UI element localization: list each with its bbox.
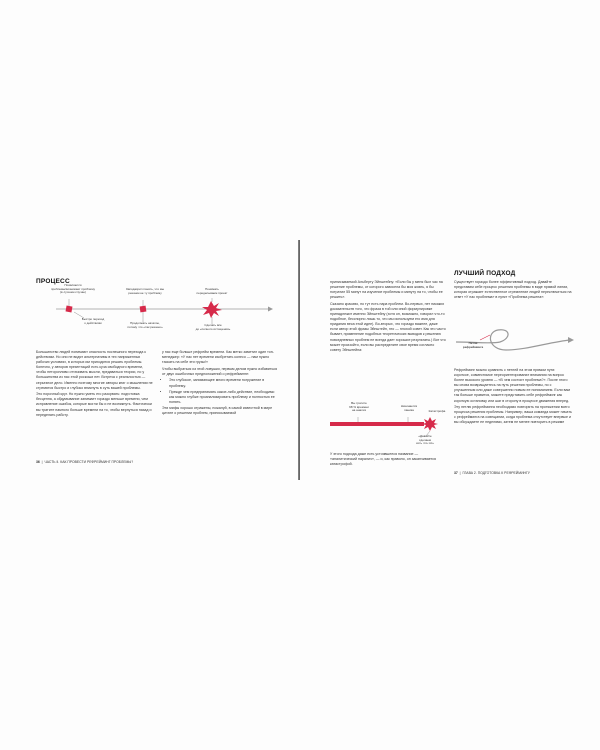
running-head: ГЛАВА 2. ПОДГОТОВКА К РЕФРЕЙМИНГУ [462,471,530,475]
right-column-1-after [330,452,446,469]
step-marker-1 [66,306,73,313]
analysis-bar [330,422,424,426]
right-column-1 [330,280,446,354]
label-d1: Вы тратите 98 % времени на анализ [349,401,369,413]
label-b1: Заподазрил понять, что мы решаем не ту проблему [125,287,165,295]
book-gutter [298,240,300,480]
label-d3: Катастрофа [428,409,446,413]
catastrophe-marker [422,417,438,431]
step-marker-2 [140,306,147,313]
explosion-marker [202,301,222,318]
reframing-loop-diagram [454,320,576,364]
paragraph: Это порочный круг. Но нужно уметь его разорвать: подготовка бесценна, а обдумывание занимает гораздо меньше времени, чем исправление ошибок, которые могли бы и не возникнуть. Фактически вы тратите намного больше времени на то, чтобы вернуться назад и переделать работу. [36,392,152,417]
analysis-diagram [330,401,446,450]
list-item: • Прежде чем предпринимать какое-либо действие, необходимо как можно глубже проанализировать проблему и полностью ее понять. [169,390,280,405]
right-column-2 [454,280,572,302]
label-d4: «Давайте сделаем хоть что-то!» [416,434,434,446]
label-c1: Понимать переделываем проект [196,287,228,295]
heading-process: ПРОЦЕСС [36,278,70,285]
left-footer: 36 | ЧАСТЬ II. КАК ПРОВЕСТИ РЕФРЕЙМИНГ ПРОБЛЕМЫ? [36,460,134,464]
label-reframing-loop: Петля рефрейминга [462,341,484,349]
label-c2: Сделать все до «полного истощения» [195,323,231,331]
paragraph: Эти мифы хорошо отражены, пожалуй, в самой известной в мире цитате о решении проблем, приписываемой [162,405,273,416]
label-a2: Быстро переход к действиям [81,317,105,325]
paragraph: Рефрейминг можно сравнить с петлей на этом прямом пути: короткое, совместимое переориентирование внимания на вопрос более высокого уровня — «В чем состоит проблема?». После этого вы снова возвращаетесь на путь решения проблемы, но с улучшенным или даже совершенно новым ее пониманием. Если вам так больше нравится, можете представить себе рефрейминг как короткую остановку или шаг в сторону в процессе движения вперед. [454,368,570,403]
paragraph: Эту петлю рефрейминга необходимо повторять на протяжении всего процесса решения проблемы. Например, ваша команда может начать с рефрейминга на совещании, когда проблема отсутствует впервые и вы обсуждаете ее неделями, затем не менее повторить в режиме [454,405,572,425]
loop-callout-line [480,335,490,340]
reframing-arrowhead [568,337,574,343]
left-page [28,240,286,480]
process-arrowhead [268,307,273,312]
paragraph: приписываемой Альберту Эйнштейну: «Если бы у меня был час на решение проблемы, от которого зависела бы моя жизнь, я бы потратил 55 минут на изучение проблемы и минуту на то, чтобы ее решить». [330,280,443,300]
right-page [314,240,576,480]
left-column-2 [162,350,280,418]
list-item: • Это глубокое, занимающее много времени погружение в проблему. [169,378,280,388]
heading-better-approach: ЛУЧШИЙ ПОДХОД [454,270,516,277]
page-number: 36 [36,460,40,464]
myth-list [162,378,280,404]
left-column-1 [36,350,154,419]
paragraph: У этого подхода даже есть устоявшееся название — «аналитический паралич», — и, как правило, он заканчивается катастрофой. [330,452,436,467]
right-column-2-after [454,368,572,427]
paragraph: Существует гораздо более эффективный подход. Давайте представим себе процесс решения проблемы в виде прямой линии, которая отражает естественное стремление людей переключиться на ответ «У нас проблема» в пункт «Проблема решена»: [454,280,572,300]
running-head: ЧАСТЬ II. КАК ПРОВЕСТИ РЕФРЕЙМИНГ ПРОБЛЕМЫ? [44,460,134,464]
paragraph: у нас еще больше рефрейм времени. Как метко заметил один топ-менеджер: «У нас нет времени изобретать колесо — нам нужно таскать на себе эти грузы!» [162,350,274,365]
process-diagram-svg [36,292,286,342]
paragraph: Сказано красиво, но тут есть пара проблем. Во-первых, нет никаких доказательств того, что фраза в той или иной формулировке принадлежит именно Эйнштейну (хотя он, возможно, говорил что-то подобное, бесспорно лишь то, что мы используем его имя для придания веса этой идее). Во-вторых, что гораздо важнее, даже если автор этой фразы Эйнштейн, это — плохой совет. Как это часто бывает, применение подобных теоретических выводов к решению повседневных проблем не всегда дает хорошие результаты.) Вот что может произойти, если вы распределите свое время согласно совету Эйнштейна: [330,301,446,352]
process-diagram [36,283,286,342]
paragraph: Чтобы выбраться из этой ловушки, первым делом нужно избавиться от двух ошибочных предположений о рефрейминге: [162,366,278,376]
page-number: 37 [454,471,458,475]
label-a1: Появляются проблемы/возникают проблему (в лучшем случае) [51,283,95,295]
paragraph: Большинство людей понимают опасность поспешного перехода к действиям. Но они не видят альтернативы в тех напряженных рабочих условиях, в которых им приходится решать проблемы. Конечно, у авторов презентаций есть куча свободного времени, чтобы неторопливо оттачивать мысли, предаваться теории, но у большинства из нас этой роскоши нет. Встреча с реальностью — серьезное дело. Именно поэтому многие авторы книг о мышлении не стремятся быстро и глубоко вникнуть в суть вашей проблемы. [36,350,153,390]
label-b2: Продолжать начатое, потому что «так решено» [127,321,163,329]
right-footer: 37 | ГЛАВА 2. ПОДГОТОВКА К РЕФРЕЙМИНГУ [454,471,530,475]
label-d2: Начинается паника [400,404,418,412]
